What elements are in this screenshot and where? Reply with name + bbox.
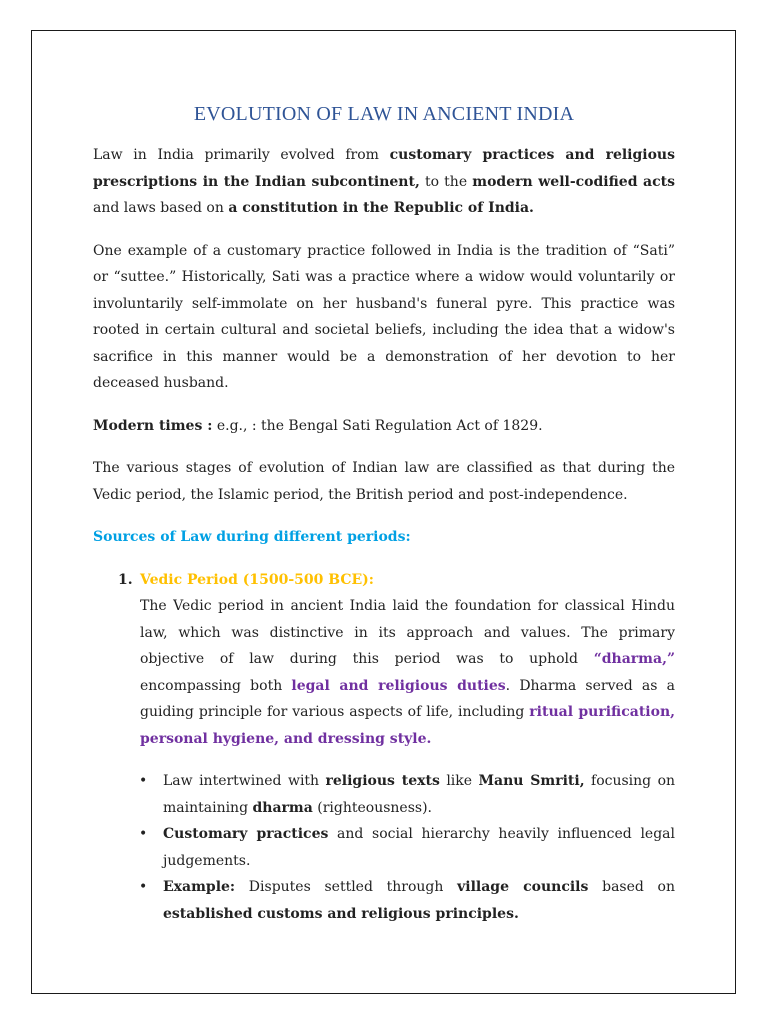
vedic-text-2: encompassing both: [140, 677, 292, 694]
intro-text-2: to the: [419, 173, 473, 190]
bullet1-text-3: focusing on maintaining: [163, 773, 676, 816]
vedic-period-item: [93, 567, 675, 753]
intro-bold-3: a constitution in the Republic of India.: [228, 200, 534, 216]
modern-times-label: Modern times :: [93, 417, 213, 434]
vedic-bullets: [93, 768, 675, 927]
vedic-text-1: The Vedic period in ancient India laid the foundation for classical Hindu law, which was distinctive in its approach and values. The primary objective of law during this period was to uphold: [140, 598, 675, 667]
vedic-duties: legal and religious duties: [291, 677, 506, 694]
bullet3-bold-1: Example:: [163, 879, 236, 895]
bullet3-text-1: Disputes settled through: [235, 879, 458, 895]
bullet-icon: •: [139, 879, 148, 895]
intro-text-3: and laws based on: [93, 200, 229, 216]
bullet1-text-2: like: [439, 773, 479, 789]
vedic-text-3: . Dharma served as a guiding principle for various aspects of life, including: [140, 677, 675, 720]
vedic-dharma: “dharma,”: [593, 651, 675, 667]
sati-paragraph: One example of a customary practice followed in India is the tradition of “Sati” or “suttee.” Historically, Sati was a practice where a widow would voluntarily or involuntarily self-immolate on her husband's funeral pyre. This practice was rooted in certain cultural and societal beliefs, including the idea that a widow's sacrifice in this manner would be a demonstration of her devotion to her deceased husband.: [93, 242, 675, 391]
bullet1-text-4: (righteousness).: [312, 799, 432, 816]
vedic-aspects: ritual purification, personal hygiene, and dressing style.: [140, 704, 676, 747]
bullet-item: [93, 768, 675, 821]
bullet-icon: •: [139, 773, 148, 789]
bullet3-bold-2: village councils: [457, 879, 589, 895]
document-body: [93, 100, 675, 927]
vedic-description: [140, 593, 675, 752]
intro-text-1: Law in India primarily evolved from: [93, 147, 390, 163]
bullet3-bold-3: established customs and religious principles.: [163, 905, 519, 922]
sources-heading: Sources of Law during different periods:: [93, 529, 411, 545]
bullet-icon: •: [139, 826, 148, 842]
intro-bold-2: modern well-codified acts: [472, 173, 675, 190]
vedic-heading: Vedic Period (1500-500 BCE):: [140, 571, 374, 588]
bullet2-text-1: and social hierarchy heavily influenced legal judgements.: [163, 826, 675, 869]
list-number: 1.: [118, 571, 133, 588]
bullet1-bold-3: dharma: [252, 799, 313, 816]
bullet1-bold-1: religious texts: [325, 773, 440, 789]
modern-times-text: e.g., : the Bengal Sati Regulation Act of 1829.: [212, 417, 543, 434]
periods-list: [93, 567, 675, 753]
bullet1-bold-2: Manu Smriti,: [478, 773, 585, 789]
intro-paragraph: [93, 142, 675, 222]
bullet-item: [93, 821, 675, 874]
bullet-item: [93, 874, 675, 927]
bullet2-bold-1: Customary practices: [163, 826, 329, 842]
modern-times-paragraph: [93, 413, 675, 440]
bullet3-text-2: based on: [588, 879, 676, 895]
page-title: EVOLUTION OF LAW IN ANCIENT INDIA: [193, 103, 575, 125]
bullet1-text-1: Law intertwined with: [163, 773, 326, 789]
stages-paragraph: The various stages of evolution of Indian law are classified as that during the Vedic period, the Islamic period, the British period and post-independence.: [93, 460, 675, 503]
intro-bold-1: customary practices and religious prescriptions in the Indian subcontinent,: [93, 147, 675, 190]
